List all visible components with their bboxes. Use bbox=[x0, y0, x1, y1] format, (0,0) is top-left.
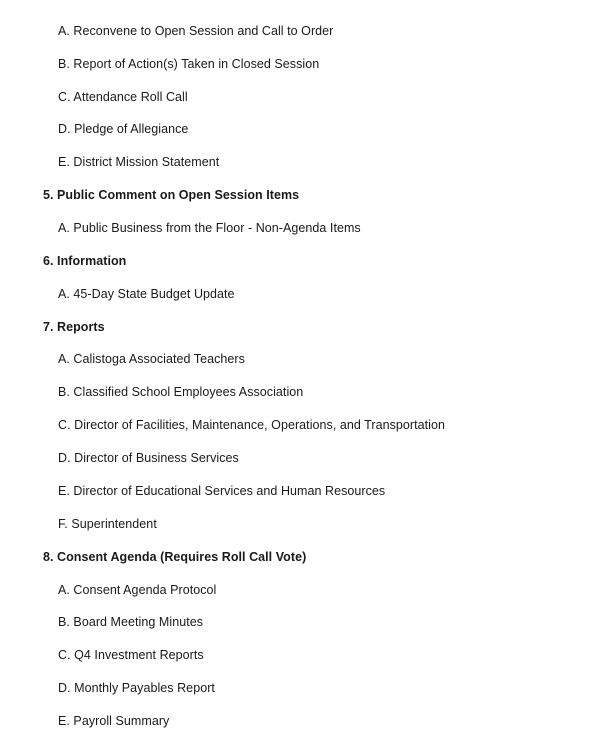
section-heading-consent-agenda: 8. Consent Agenda (Requires Roll Call Vote) bbox=[43, 550, 307, 564]
agenda-item-investment-reports[interactable]: C. Q4 Investment Reports bbox=[58, 648, 204, 662]
section-heading-reports: 7. Reports bbox=[43, 320, 105, 334]
agenda-item-facilities-director[interactable]: C. Director of Facilities, Maintenance, Operations, and Transportation bbox=[58, 418, 446, 432]
agenda-item-classified-employees[interactable]: B. Classified School Employees Association bbox=[58, 385, 304, 399]
agenda-item-reconvene[interactable]: A. Reconvene to Open Session and Call to Order bbox=[58, 24, 334, 38]
section-heading-public-comment: 5. Public Comment on Open Session Items bbox=[43, 188, 300, 202]
agenda-item-public-business[interactable]: A. Public Business from the Floor - Non-Agenda Items bbox=[58, 221, 361, 235]
agenda-item-board-minutes[interactable]: B. Board Meeting Minutes bbox=[58, 615, 204, 629]
agenda-item-superintendent[interactable]: F. Superintendent bbox=[58, 517, 157, 531]
agenda-item-budget-update[interactable]: A. 45-Day State Budget Update bbox=[58, 287, 235, 301]
agenda-item-payables-report[interactable]: D. Monthly Payables Report bbox=[58, 681, 215, 695]
agenda-item-teachers[interactable]: A. Calistoga Associated Teachers bbox=[58, 352, 245, 366]
section-heading-information: 6. Information bbox=[43, 254, 127, 268]
agenda-item-consent-protocol[interactable]: A. Consent Agenda Protocol bbox=[58, 583, 217, 597]
agenda-item-business-director[interactable]: D. Director of Business Services bbox=[58, 451, 239, 465]
agenda-item-payroll-summary[interactable]: E. Payroll Summary bbox=[58, 714, 170, 728]
agenda-item-roll-call[interactable]: C. Attendance Roll Call bbox=[58, 90, 188, 104]
agenda-item-closed-session-report[interactable]: B. Report of Action(s) Taken in Closed Session bbox=[58, 57, 320, 71]
agenda-item-mission-statement[interactable]: E. District Mission Statement bbox=[58, 155, 220, 169]
agenda-item-pledge[interactable]: D. Pledge of Allegiance bbox=[58, 122, 189, 136]
agenda-item-educational-director[interactable]: E. Director of Educational Services and Human Resources bbox=[58, 484, 386, 498]
